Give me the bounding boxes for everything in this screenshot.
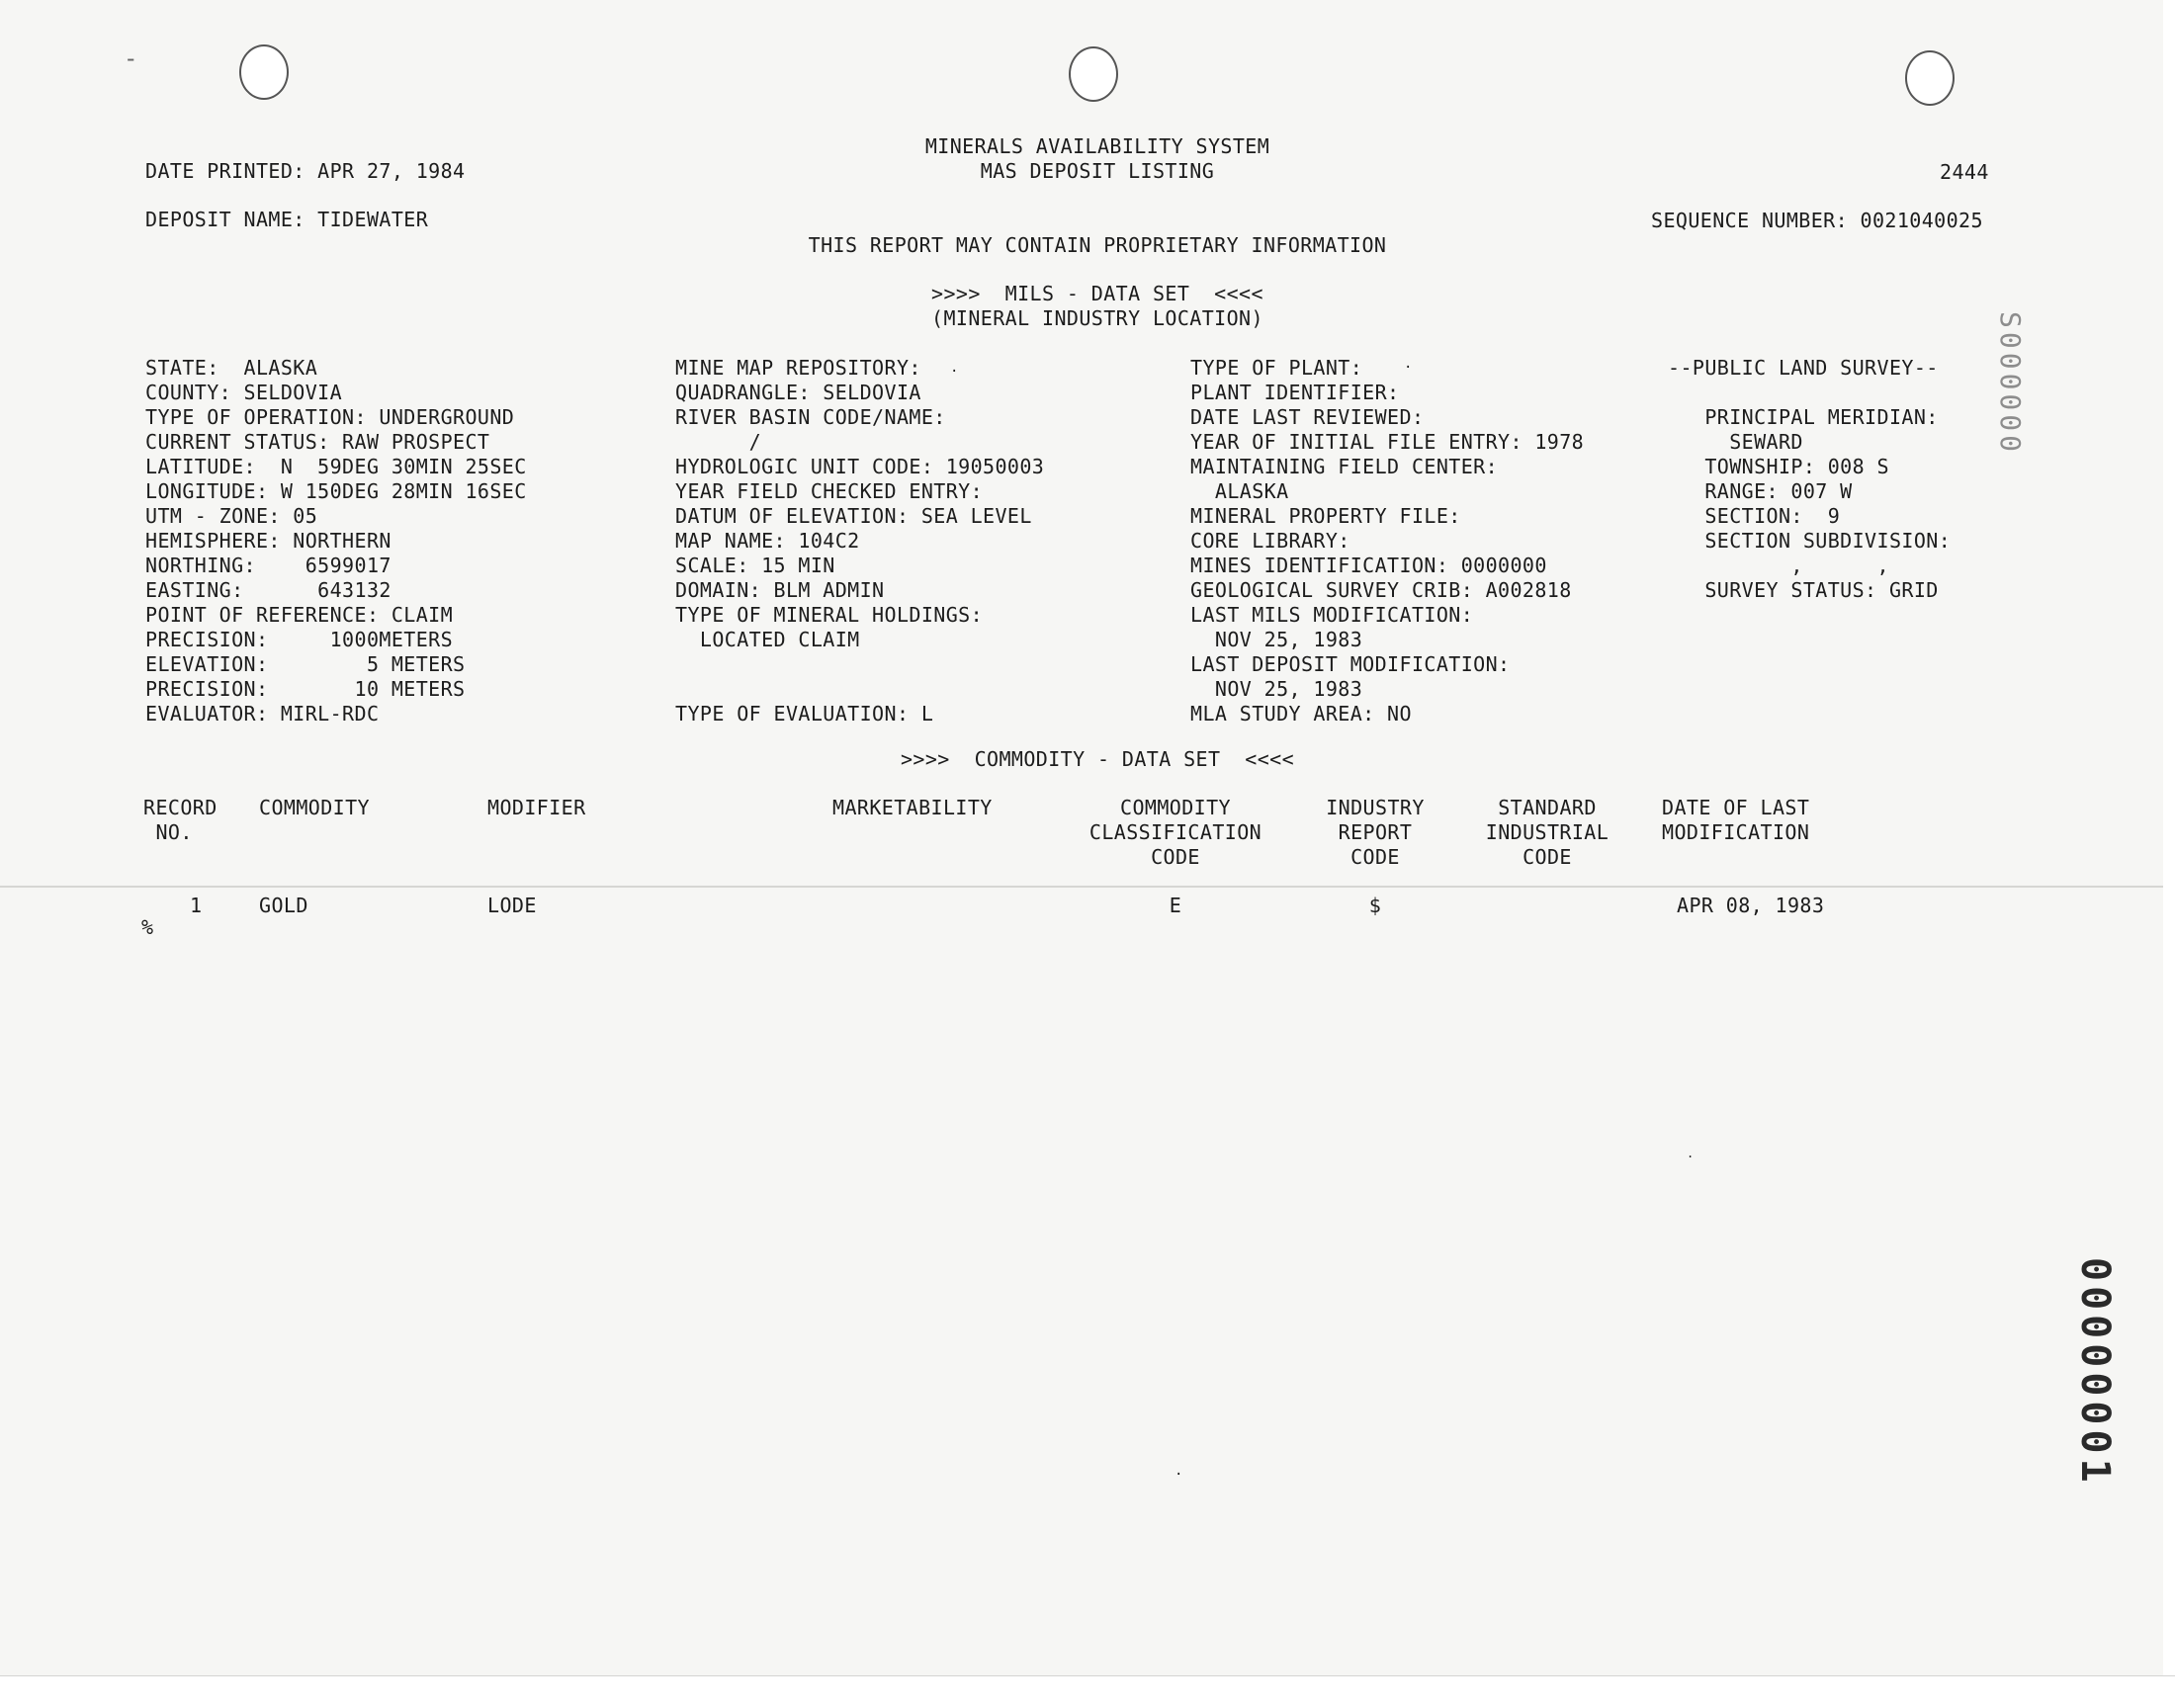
field-line — [675, 652, 1044, 677]
mils-column-land-survey — [1668, 356, 1951, 603]
field-line: POINT OF REFERENCE: CLAIM — [145, 603, 454, 627]
field-line: UTM - ZONE: 05 — [145, 504, 318, 528]
field-line: TOWNSHIP: 008 S — [1668, 455, 1889, 478]
end-of-record-marker: % — [141, 915, 154, 939]
field-line: ALASKA — [1190, 479, 1289, 503]
header-classification-code: COMMODITY CLASSIFICATION CODE — [1088, 796, 1262, 869]
field-line: , , — [1668, 554, 1889, 577]
paper-fold-line — [0, 886, 2163, 888]
field-line: MAP NAME: 104C2 — [675, 529, 860, 553]
field-line: / — [675, 430, 762, 454]
cell-commodity: GOLD — [259, 894, 308, 917]
mils-column-location — [145, 356, 527, 726]
field-line: TYPE OF EVALUATION: L — [675, 702, 934, 726]
header-date-last-modification: DATE OF LAST MODIFICATION — [1662, 796, 1810, 844]
cell-date-last-modification: APR 08, 1983 — [1677, 894, 1825, 917]
field-line: SURVEY STATUS: GRID — [1668, 578, 1939, 602]
field-line: MAINTAINING FIELD CENTER: — [1190, 455, 1499, 478]
dot-mark: . — [950, 360, 959, 376]
date-printed: DATE PRINTED: APR 27, 1984 — [145, 159, 466, 183]
field-line: PRECISION: 10 METERS — [145, 677, 466, 701]
field-line: DOMAIN: BLM ADMIN — [675, 578, 885, 602]
field-line: SCALE: 15 MIN — [675, 554, 835, 577]
field-line: LONGITUDE: W 150DEG 28MIN 16SEC — [145, 479, 527, 503]
field-line: DATUM OF ELEVATION: SEA LEVEL — [675, 504, 1032, 528]
page-number: 2444 — [1940, 160, 1989, 184]
field-line: STATE: ALASKA — [145, 356, 318, 380]
field-line: MINE MAP REPOSITORY: — [675, 356, 921, 380]
header-standard-industrial-code: STANDARD INDUSTRIAL CODE — [1485, 796, 1610, 869]
header-modifier: MODIFIER — [487, 796, 586, 819]
cell-record-no: 1 — [190, 894, 203, 917]
field-line: LATITUDE: N 59DEG 30MIN 25SEC — [145, 455, 527, 478]
field-line — [675, 677, 1044, 702]
field-line: GEOLOGICAL SURVEY CRIB: A002818 — [1190, 578, 1572, 602]
mils-title: >>>> MILS - DATA SET <<<< — [931, 282, 1263, 305]
field-line: YEAR OF INITIAL FILE ENTRY: 1978 — [1190, 430, 1585, 454]
field-line: MLA STUDY AREA: NO — [1190, 702, 1412, 726]
field-line: TYPE OF PLANT: — [1190, 356, 1363, 380]
bates-stamp-top: S000000 — [1994, 311, 2027, 457]
cell-classification-code: E — [1169, 894, 1182, 917]
field-line: NOV 25, 1983 — [1190, 628, 1363, 651]
listing-title: MAS DEPOSIT LISTING — [980, 159, 1215, 183]
scan-speck: - — [124, 44, 138, 72]
commodity-title: >>>> COMMODITY - DATA SET <<<< — [900, 747, 1295, 771]
field-line: RANGE: 007 W — [1668, 479, 1853, 503]
field-line: COUNTY: SELDOVIA — [145, 381, 343, 404]
field-line: PLANT IDENTIFIER: — [1190, 381, 1400, 404]
field-line: TYPE OF MINERAL HOLDINGS: — [675, 603, 984, 627]
field-line: HEMISPHERE: NORTHERN — [145, 529, 392, 553]
field-line: PRECISION: 1000METERS — [145, 628, 454, 651]
field-line: CURRENT STATUS: RAW PROSPECT — [145, 430, 490, 454]
field-line: YEAR FIELD CHECKED ENTRY: — [675, 479, 984, 503]
sequence-number: SEQUENCE NUMBER: 0021040025 — [1651, 209, 1983, 232]
field-line: PRINCIPAL MERIDIAN: — [1668, 405, 1939, 429]
field-line: ELEVATION: 5 METERS — [145, 652, 466, 676]
mils-column-mapping — [675, 356, 1044, 726]
cell-modifier: LODE — [487, 894, 537, 917]
field-line: SEWARD — [1668, 430, 1803, 454]
paper-edge-bottom — [0, 1675, 2175, 1708]
mils-subtitle: (MINERAL INDUSTRY LOCATION) — [931, 306, 1263, 330]
field-line: MINERAL PROPERTY FILE: — [1190, 504, 1461, 528]
field-line: NOV 25, 1983 — [1190, 677, 1363, 701]
field-line: MINES IDENTIFICATION: 0000000 — [1190, 554, 1547, 577]
scan-speck: . — [1687, 1147, 1695, 1160]
field-line: DATE LAST REVIEWED: — [1190, 405, 1425, 429]
field-line: TYPE OF OPERATION: UNDERGROUND — [145, 405, 515, 429]
header-marketability: MARKETABILITY — [832, 796, 993, 819]
proprietary-notice: THIS REPORT MAY CONTAIN PROPRIETARY INFORMATION — [808, 233, 1387, 257]
cell-industry-report-code: $ — [1368, 894, 1382, 917]
field-line: RIVER BASIN CODE/NAME: — [675, 405, 946, 429]
field-line: HYDROLOGIC UNIT CODE: 19050003 — [675, 455, 1045, 478]
header-commodity: COMMODITY — [259, 796, 370, 819]
field-line: LAST MILS MODIFICATION: — [1190, 603, 1474, 627]
field-line: NORTHING: 6599017 — [145, 554, 392, 577]
scan-speck: . — [1174, 1463, 1183, 1479]
binder-hole-center — [1069, 46, 1118, 102]
field-line: LAST DEPOSIT MODIFICATION: — [1190, 652, 1511, 676]
bates-stamp-bottom: 00000001 — [2072, 1257, 2118, 1488]
field-line: CORE LIBRARY: — [1190, 529, 1350, 553]
header-record-no: RECORD NO. — [143, 796, 218, 844]
binder-hole-left — [239, 44, 289, 100]
header-industry-report-code: INDUSTRY REPORT CODE — [1326, 796, 1425, 869]
field-line — [1668, 381, 1951, 405]
deposit-name: DEPOSIT NAME: TIDEWATER — [145, 208, 429, 231]
binder-hole-right — [1905, 50, 1955, 106]
system-title: MINERALS AVAILABILITY SYSTEM — [924, 134, 1270, 158]
mils-column-administrative — [1190, 356, 1584, 726]
field-line: LOCATED CLAIM — [675, 628, 860, 651]
dot-mark: · — [1404, 360, 1413, 376]
field-line: --PUBLIC LAND SURVEY-- — [1668, 356, 1939, 380]
paper-edge-right — [2163, 0, 2175, 1708]
field-line: SECTION SUBDIVISION: — [1668, 529, 1952, 553]
field-line: EASTING: 643132 — [145, 578, 392, 602]
field-line: SECTION: 9 — [1668, 504, 1841, 528]
field-line: QUADRANGLE: SELDOVIA — [675, 381, 921, 404]
field-line: EVALUATOR: MIRL-RDC — [145, 702, 380, 726]
